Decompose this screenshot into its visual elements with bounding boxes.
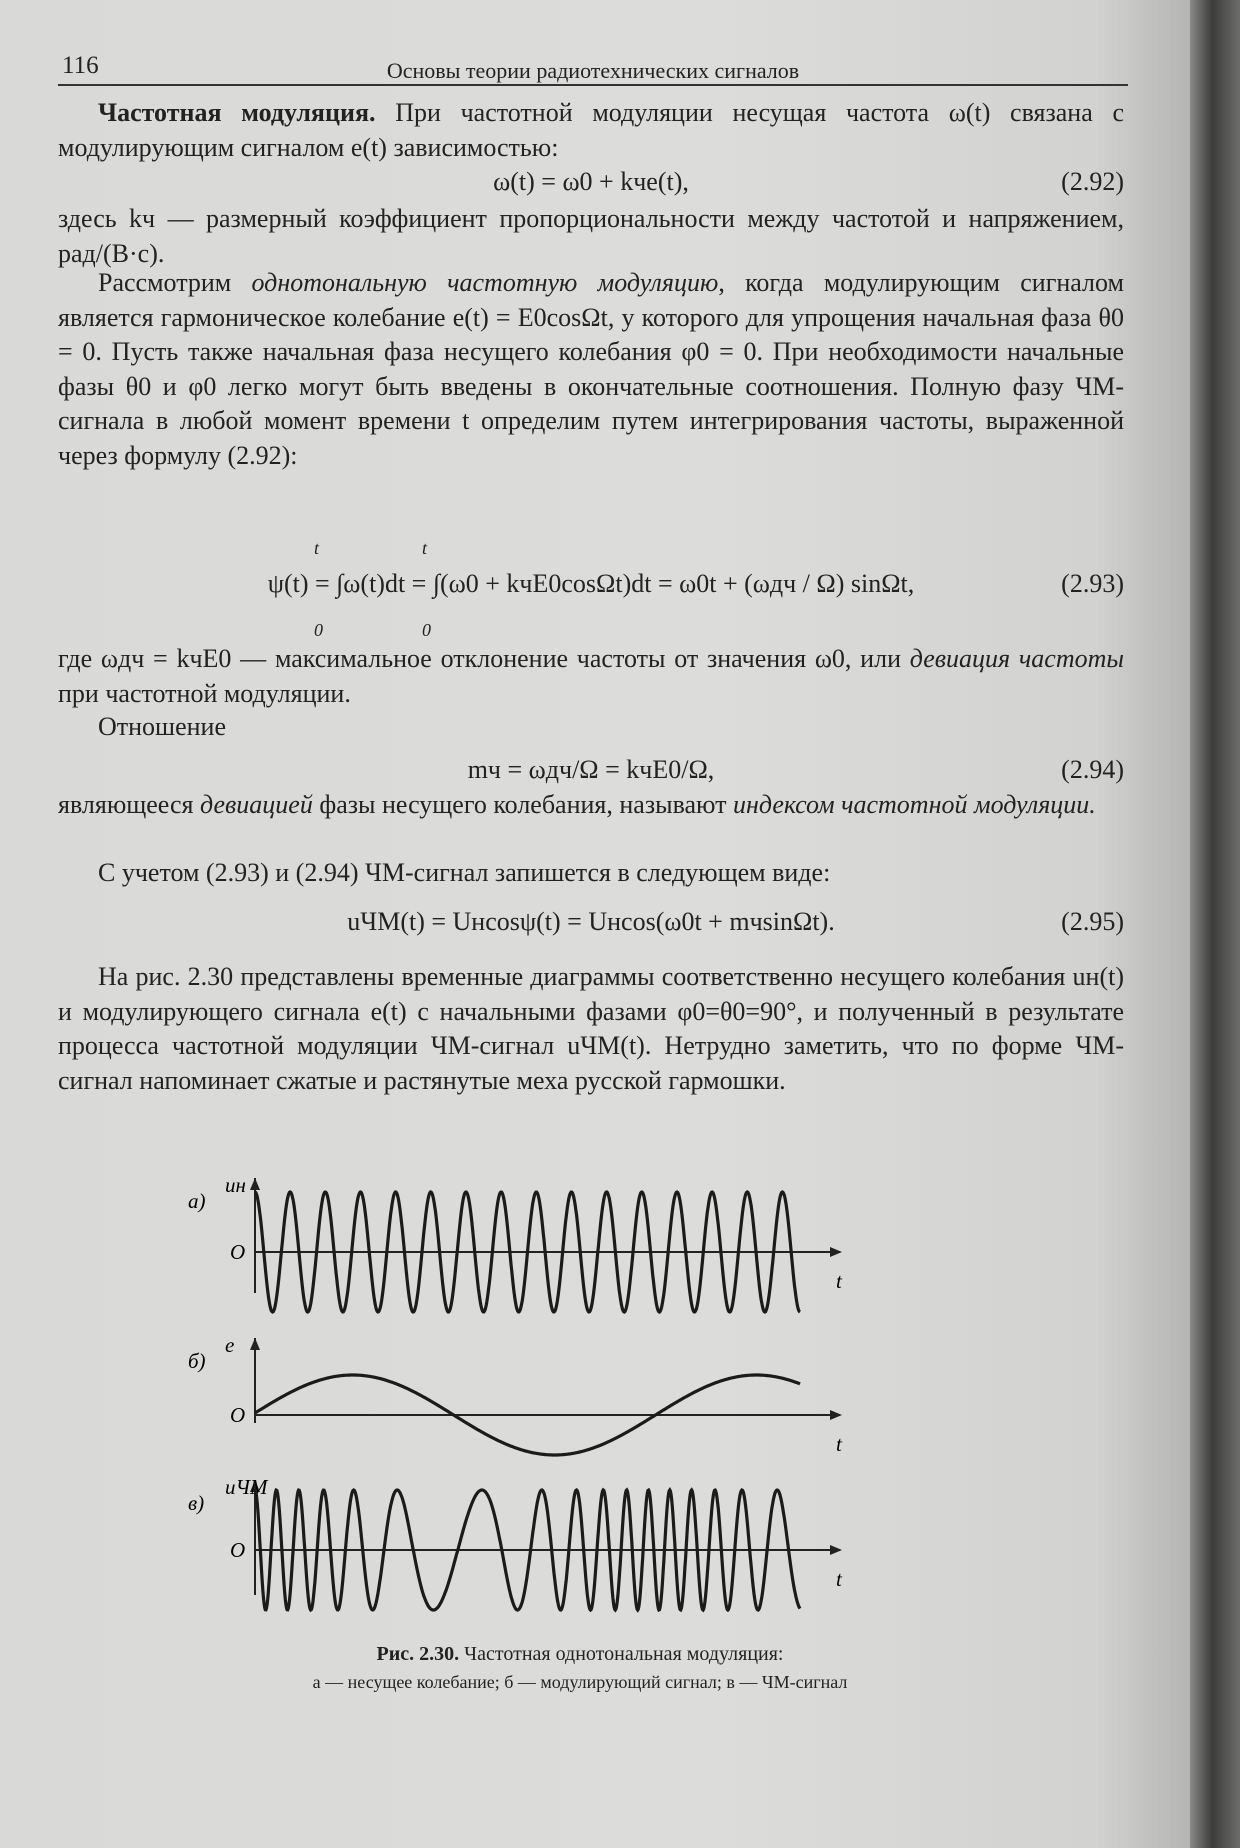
figure-2-30 [188,1140,960,1640]
paragraph-deviation [58,642,1124,711]
term-phase-deviation: девиацией [200,790,313,819]
page-number: 116 [62,52,99,79]
paragraph-fm-signal: С учетом (2.93) и (2.94) ЧМ-сигнал запишется в следующем виде: [98,858,831,887]
paragraph-single-tone-b: , когда модулирующим сигналом является гармоническое колебание e(t) = E0cosΩt, у которого для упрощения начальная фаза θ0 = 0. Пусть также начальная фаза несущего колебания φ0 = 0. При необходимости начальные фазы θ0 и φ0 легко могут быть введены в окончательные соотношения. Полную фазу ЧМ-сигнала в любой момент времени t определим путем интегрирования частоты, выраженной через формулу (2.92): [58,268,1124,470]
modulating-amplitude-arrow [250,1338,260,1350]
equation-2-94-expr: mч = ωдч/Ω = kчE0/Ω, [467,755,715,784]
paragraph-single-tone-a: Рассмотрим [98,268,252,297]
section-title: Частотная модуляция. [98,98,376,127]
integral-lower-limit-2: 0 [422,620,431,640]
carrier-amplitude-arrow [250,1178,260,1190]
modulating-panel-letter: б) [188,1349,206,1373]
carrier-time-arrow [830,1247,842,1257]
integral-upper-limit-1: t [314,538,320,558]
modulating-origin-label: O [230,1403,246,1427]
carrier-panel-letter: а) [188,1189,206,1213]
integral-lower-limit-1: 0 [314,620,323,640]
figure-caption [200,1640,960,1696]
equation-2-94-number: (2.94) [1061,755,1124,784]
fm-panel-letter: в) [188,1491,205,1515]
paragraph-single-tone [58,266,1124,473]
equation-2-93-number: (2.93) [1061,569,1124,598]
modulating-t-label: t [836,1432,842,1456]
carrier-origin-label: O [230,1240,246,1264]
paragraph-intro-text: При частотной модуляции несущая частота ω(t) связана с модулирующим сигналом e(t) зависимостью: [58,98,1124,162]
equation-2-94 [58,750,1124,790]
running-title: Основы теории радиотехнических сигналов [386,58,800,83]
paragraph-intro [58,96,1124,165]
fm-time-arrow [830,1545,842,1555]
paragraph-coefficient: здесь kч — размерный коэффициент пропорциональности между частотой и напряжением, рад/(В·с). [58,204,1124,268]
paragraph-deviation-b: при частотной модуляции. [58,678,351,708]
paragraph-modulation-index [58,788,1124,823]
running-header [58,50,1128,86]
carrier-t-label: t [836,1269,842,1293]
fm-t-label: t [836,1567,842,1591]
term-fm-index: индексом частотной модуляции. [733,790,1096,819]
equation-2-93-expr: ψ(t) = ∫ω(t)dt = ∫(ω0 + kчE0cosΩt)dt = ω0t + (ωдч / Ω) sinΩt, [267,569,915,598]
figure-caption-title: Частотная однотональная модуляция: [459,1643,784,1665]
modulating-time-arrow [830,1410,842,1420]
integral-upper-limit-2: t [422,538,428,558]
fm-origin-label: O [230,1538,246,1562]
equation-2-95-expr: uЧМ(t) = Uнcosψ(t) = Uнcos(ω0t + mчsinΩt). [347,907,835,936]
equation-2-92-expr: ω(t) = ω0 + kчe(t), [493,167,689,196]
paragraph-figure-reference: На рис. 2.30 представлены временные диаграммы соответственно несущего колебания uн(t) и модулирующего сигнала e(t) с начальными фазами φ0=θ0=90°, и полученный в результате процесса частотной модуляции ЧМ-сигнал uЧМ(t). Нетрудно заметить, что по форме ЧМ-сигнал напоминает сжатые и растянутые меха русской гармошки. [58,962,1124,1095]
equation-2-92-number: (2.92) [1061,167,1124,196]
equation-2-95 [58,902,1124,942]
figure-caption-legend: а — несущее колебание; б — модулирующий сигнал; в — ЧМ-сигнал [312,1672,848,1692]
fm-ylabel: uЧМ [225,1475,268,1499]
term-single-tone-fm: однотональную частотную модуляцию [251,268,719,297]
modulating-ylabel: e [225,1333,235,1357]
carrier-ylabel: uн [225,1173,246,1197]
paragraph-ratio: Отношение [98,712,226,741]
equation-2-93 [58,528,1124,640]
paragraph-index-a: являющееся [58,790,200,819]
equation-2-92 [58,162,1124,202]
book-spine-shadow [1190,0,1240,1848]
figure-caption-label: Рис. 2.30. [376,1643,460,1665]
paragraph-index-b: фазы несущего колебания, называют [312,790,733,819]
paragraph-deviation-a: где ωдч = kчE0 — максимальное отклонение частоты от значения ω0, или [58,644,910,673]
equation-2-95-number: (2.95) [1061,907,1124,936]
waveform-diagrams [188,1140,960,1640]
term-frequency-deviation: девиация частоты [909,644,1124,673]
